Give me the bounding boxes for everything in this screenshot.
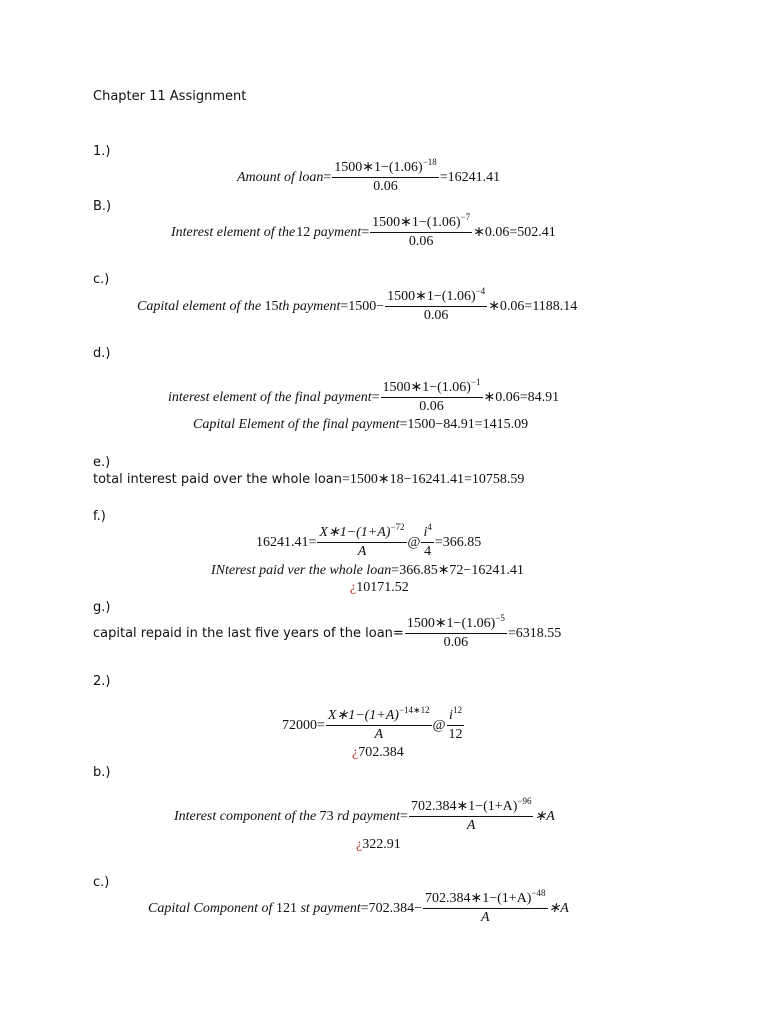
eq-equals: = (323, 169, 332, 185)
eq-lhs: Interest component of the (174, 808, 317, 824)
equation-g (93, 613, 562, 651)
equation-73rd-result (356, 837, 401, 853)
eq-equals: =702.384− (360, 900, 423, 916)
fraction-numerator: $1500∗1-(1.06)^{-7}$ (370, 215, 472, 233)
eq-rhs: =366.85∗72−16241.41 (391, 563, 524, 578)
fraction-numerator: $1500∗1-(1.06)^{-18}$ (332, 160, 439, 178)
fraction-numerator: $1500∗1-(1.06)^{-5}$ (405, 616, 507, 634)
fraction-numerator: $i^4$ (421, 525, 433, 543)
label-q2: 2.) (93, 674, 111, 689)
eq-result: =16241.41 (439, 169, 501, 185)
fraction-numerator: $702.384∗1-(1+A)^{-48}$ (423, 891, 548, 909)
eq-value: 702.384 (358, 745, 404, 760)
eq-lhs-tail: payment (313, 224, 362, 240)
eq-result: ∗0.06=502.41 (473, 224, 556, 240)
eq-lhs-number: 12 (296, 224, 311, 240)
equation-capital-final (193, 417, 528, 433)
error-mark: ¿ (350, 580, 357, 595)
fraction-rate (447, 705, 465, 743)
eq-lhs: Capital element of the (137, 298, 262, 314)
label-q2b: b.) (93, 765, 111, 780)
fraction-denominator: 0.06 (443, 635, 469, 650)
eq-result: =366.85 (434, 534, 482, 550)
fraction (332, 157, 439, 195)
eq-equals: = (361, 224, 370, 240)
eq-lhs: 16241.41= (256, 534, 317, 550)
equation-capital-15th (137, 286, 578, 324)
eq-at: @ (407, 534, 421, 550)
eq-result: =6318.55 (507, 625, 562, 641)
document-title: Chapter 11 Assignment (93, 89, 247, 104)
equation-total-interest (93, 472, 524, 488)
fraction-denominator: A (357, 544, 367, 559)
label-q1b: B.) (93, 199, 112, 214)
eq-equals: =1500− (340, 298, 385, 314)
eq-result: ∗A (548, 900, 569, 916)
eq-rhs: =1500∗18−16241.41=10758.59 (342, 472, 525, 487)
eq-lhs-number: 121 (275, 900, 297, 916)
fraction-denominator: A (374, 727, 384, 742)
eq-result: ∗A (534, 808, 555, 824)
label-q1c: c.) (93, 272, 110, 287)
equation-interest-12th (171, 212, 556, 250)
fraction-numerator: $i^{12}$ (447, 708, 464, 726)
fraction-denominator: A (481, 910, 490, 925)
eq-lhs: 72000= (282, 717, 325, 733)
fraction-numerator: $X∗1-(1+A)^{-72}$ (317, 525, 406, 543)
eq-lhs: Capital Component of (148, 900, 273, 916)
fraction-denominator: A (466, 818, 476, 833)
fraction-denominator: 0.06 (408, 234, 434, 249)
eq-lhs: Capital Element of the final payment (193, 417, 400, 432)
equation-f (256, 522, 482, 560)
fraction-denominator: 0.06 (419, 399, 444, 414)
label-q1g: g.) (93, 600, 111, 615)
eq-lhs-number: 73 (319, 808, 334, 824)
fraction-numerator: $X∗1-(1+A)^{-14∗12}$ (326, 708, 432, 726)
equation-capital-121st (148, 888, 569, 926)
eq-equals: = (400, 808, 408, 824)
label-q1f: f.) (93, 509, 106, 524)
label-q2c: c.) (93, 875, 110, 890)
eq-value: 322.91 (362, 837, 401, 852)
equation-2 (282, 705, 466, 743)
fraction (317, 522, 406, 560)
eq-lhs: Interest element of the (171, 224, 296, 240)
fraction-denominator: 12 (448, 727, 463, 742)
eq-lhs-tail: th payment (278, 298, 341, 314)
fraction (385, 286, 487, 324)
eq-result: ∗0.06=84.91 (483, 389, 560, 405)
fraction-rate (421, 522, 433, 560)
eq-lhs: interest element of the final payment (168, 389, 372, 405)
eq-lhs-tail: st payment (300, 900, 361, 916)
fraction-numerator: $1500∗1-(1.06)^{-1}$ (381, 380, 483, 398)
equation-2-result (352, 745, 404, 761)
eq-text: total interest paid over the whole loan (93, 472, 343, 487)
fraction (326, 705, 432, 743)
equation-loan-amount (237, 157, 501, 195)
fraction-numerator: $1500∗1-(1.06)^{-4}$ (385, 289, 487, 307)
eq-lhs: Amount of loan (237, 169, 324, 185)
eq-rhs: =1500−84.91=1415.09 (399, 417, 529, 432)
fraction (381, 377, 483, 415)
fraction (423, 888, 548, 926)
eq-at: @ (432, 717, 446, 733)
fraction-denominator: 0.06 (423, 308, 449, 323)
fraction (409, 796, 534, 834)
equation-interest-73rd (174, 796, 555, 834)
error-mark: ¿ (352, 745, 359, 760)
equation-f-result (350, 580, 409, 596)
label-q1: 1.) (93, 144, 111, 159)
fraction-denominator: 0.06 (373, 179, 398, 194)
eq-text: capital repaid in the last five years of the loan= (93, 625, 404, 641)
label-q1e: e.) (93, 455, 111, 470)
fraction (370, 212, 472, 250)
eq-equals: = (371, 389, 380, 405)
eq-lhs: INterest paid ver the whole loan (211, 563, 392, 578)
error-mark: ¿ (356, 837, 363, 852)
label-q1d: d.) (93, 346, 111, 361)
eq-lhs-tail: rd payment (337, 808, 401, 824)
eq-result: ∗0.06=1188.14 (488, 298, 578, 314)
fraction-numerator: $702.384∗1-(1+A)^{-96}$ (409, 799, 534, 817)
fraction-denominator: 4 (424, 544, 432, 559)
eq-value: 10171.52 (356, 580, 409, 595)
eq-lhs-number: 15 (264, 298, 279, 314)
fraction (405, 613, 507, 651)
equation-interest-final (168, 377, 560, 415)
equation-f-interest (211, 563, 524, 579)
